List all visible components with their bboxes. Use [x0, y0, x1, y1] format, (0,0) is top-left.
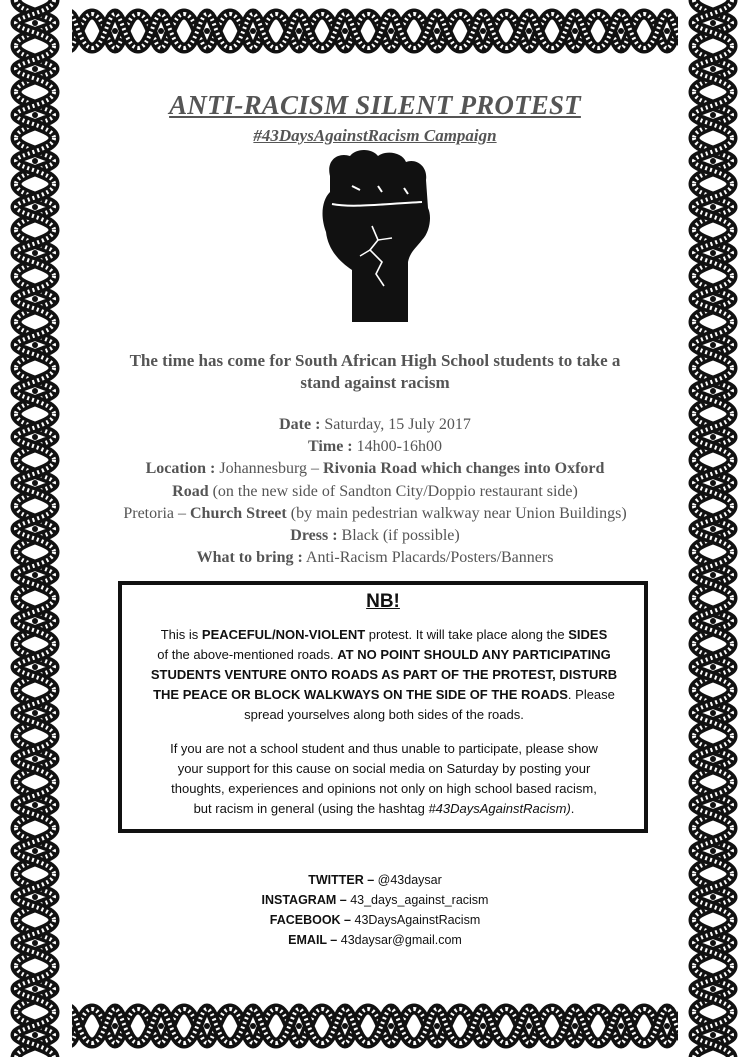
- dress-row: [70, 525, 680, 547]
- location-street-church: Church Street: [190, 504, 287, 522]
- social-contacts: [180, 870, 570, 950]
- contact-instagram: [180, 890, 570, 910]
- flyer-title: ANTI-RACISM SILENT PROTEST: [169, 90, 581, 120]
- time-row: [70, 436, 680, 458]
- celtic-border-top: [0, 0, 750, 62]
- nb-p1-peaceful: PEACEFUL/NON-VIOLENT: [201, 627, 366, 642]
- headline-line2: stand against racism: [300, 373, 450, 392]
- date-row: [70, 414, 680, 436]
- location-city-johannesburg: Johannesburg –: [219, 460, 320, 478]
- nb-p1-text-c: protest. It will take place along the: [368, 627, 565, 642]
- time-label: Time :: [308, 438, 353, 456]
- location-row-3: [70, 503, 680, 525]
- location-row-2: [70, 481, 680, 503]
- nb-p2-line2: your support for this cause on social media on Saturday by posting your: [177, 761, 591, 776]
- flyer-content: [80, 70, 670, 990]
- nb-p1-sides: SIDES: [568, 627, 608, 642]
- date-label: Date :: [279, 416, 321, 433]
- location-row-1: [70, 458, 680, 480]
- facebook-label: FACEBOOK –: [269, 913, 352, 927]
- nb-p1-text-a: This is: [160, 627, 199, 642]
- nb-paragraph-1: [136, 625, 632, 725]
- nb-p2-period: .: [570, 801, 575, 816]
- nb-p1-line2: [136, 645, 632, 665]
- nb-p1-line5: spread yourselves along both sides of the roads.: [244, 707, 524, 722]
- nb-notice-box: [118, 581, 648, 833]
- email-address[interactable]: 43daysar@gmail.com: [340, 933, 462, 947]
- time-value: 14h00-16h00: [356, 438, 442, 456]
- nb-p2-hashtag: #43DaysAgainstRacism): [428, 801, 571, 816]
- instagram-handle[interactable]: 43_days_against_racism: [350, 893, 489, 907]
- location-street-rivonia: Rivonia Road which changes into Oxford: [323, 460, 605, 478]
- raised-fist-icon: [312, 146, 442, 326]
- celtic-border-right: [678, 0, 750, 1057]
- email-label: EMAIL –: [288, 933, 338, 947]
- nb-p1-line1: [136, 625, 632, 645]
- location-city-pretoria: Pretoria –: [123, 504, 186, 522]
- nb-p2-line4: [136, 799, 632, 819]
- contact-facebook: [180, 910, 570, 930]
- nb-p1-warning-c: THE PEACE OR BLOCK WALKWAYS ON THE SIDE OF THE ROADS: [153, 687, 568, 702]
- nb-paragraph-2: [136, 739, 632, 819]
- location-street-road: Road: [172, 482, 209, 500]
- nb-p2-line1: If you are not a school student and thus unable to participate, please show: [170, 741, 598, 756]
- bring-value: Anti-Racism Placards/Posters/Banners: [305, 549, 554, 567]
- campaign-hashtag: #43DaysAgainstRacism Campaign: [253, 126, 497, 145]
- nb-p2-text: but racism in general (using the hashtag: [193, 801, 425, 816]
- nb-heading: NB!: [366, 591, 400, 612]
- location-label: Location :: [145, 460, 216, 478]
- event-details: [70, 414, 680, 569]
- nb-p2-line3: thoughts, experiences and opinions not only on high school based racism,: [171, 781, 597, 796]
- headline: [90, 350, 660, 394]
- twitter-label: TWITTER –: [308, 873, 375, 887]
- date-value: Saturday, 15 July 2017: [324, 416, 471, 433]
- headline-line1: The time has come for South African High School students to take a: [129, 351, 621, 370]
- celtic-border-left: [0, 0, 72, 1057]
- bring-row: [70, 547, 680, 569]
- location-note-union: (by main pedestrian walkway near Union Buildings): [290, 504, 627, 522]
- nb-p1-warning-a: AT NO POINT SHOULD ANY PARTICIPATING: [337, 647, 611, 662]
- location-note-sandton: (on the new side of Sandton City/Doppio restaurant side): [212, 482, 578, 500]
- dress-value: Black (if possible): [341, 527, 460, 545]
- nb-p1-please: . Please: [567, 687, 615, 702]
- contact-email: [180, 930, 570, 950]
- facebook-page[interactable]: 43DaysAgainstRacism: [354, 913, 481, 927]
- contact-twitter: [180, 870, 570, 890]
- celtic-border-bottom: [0, 995, 750, 1057]
- nb-p1-line3: [136, 665, 632, 685]
- nb-p1-line4: [136, 685, 632, 705]
- nb-p1-warning-b: STUDENTS VENTURE ONTO ROADS AS PART OF THE PROTEST, DISTURB: [150, 667, 618, 682]
- bring-label: What to bring :: [196, 549, 303, 567]
- twitter-handle[interactable]: @43daysar: [377, 873, 442, 887]
- dress-label: Dress :: [290, 527, 338, 545]
- nb-p1-text-e: of the above-mentioned roads.: [157, 647, 334, 662]
- instagram-label: INSTAGRAM –: [261, 893, 347, 907]
